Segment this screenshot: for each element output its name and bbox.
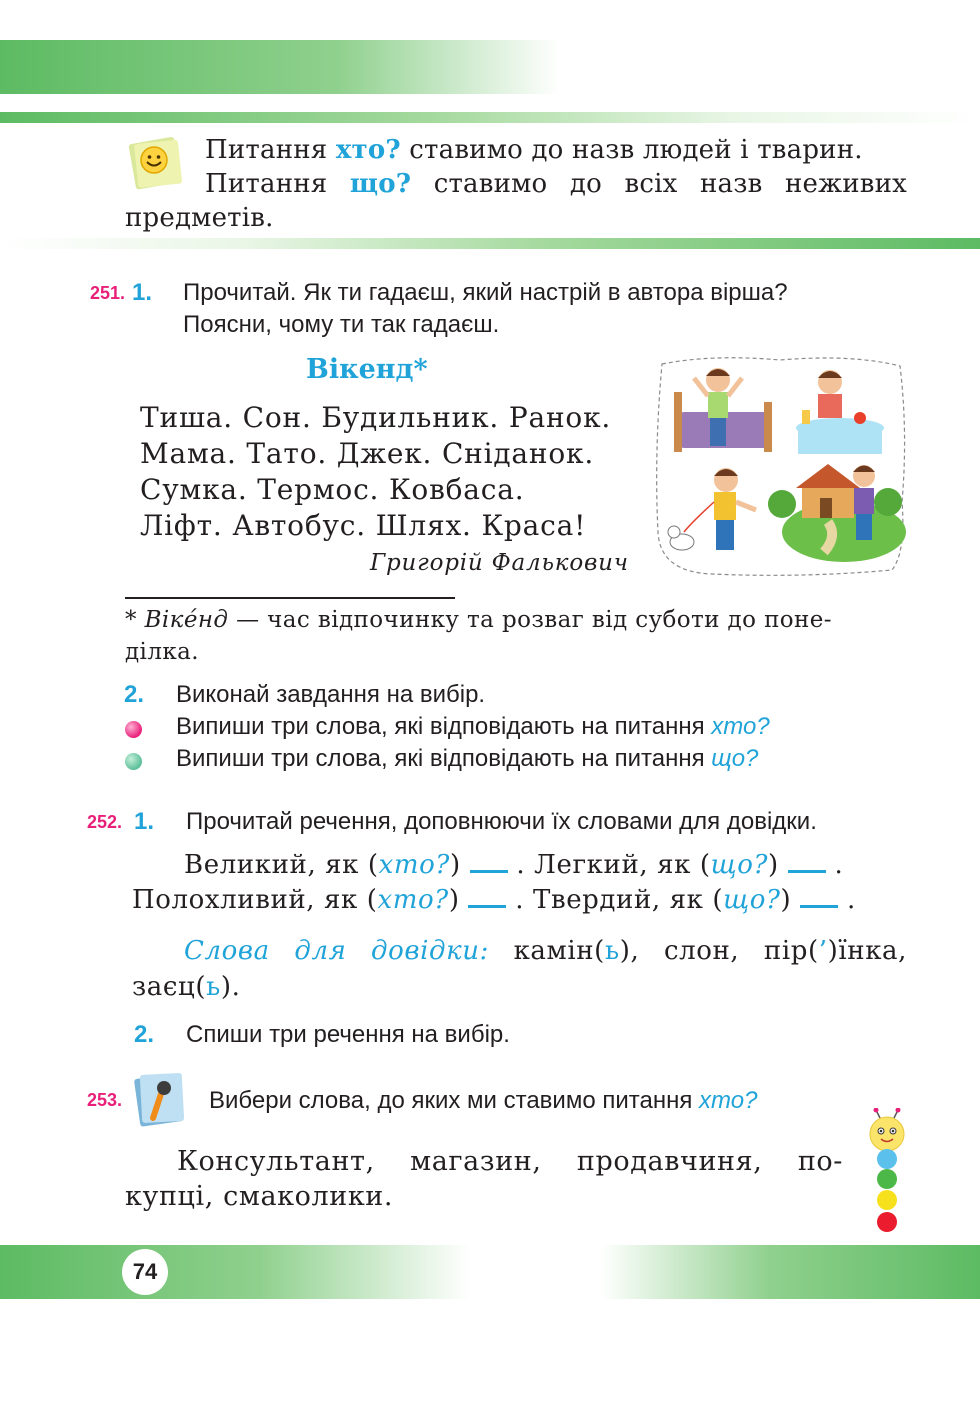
task-2-number: 2. bbox=[124, 681, 145, 708]
rule-divider bbox=[0, 238, 980, 249]
task-1-number: 1. bbox=[134, 808, 155, 835]
option-who-text: Випиши три слова, які відповідають на питання хто? bbox=[176, 713, 770, 740]
page-number: 74 bbox=[122, 1249, 168, 1295]
task-1-number: 1. bbox=[132, 279, 153, 306]
top-divider bbox=[0, 112, 980, 123]
answer-blank bbox=[800, 886, 838, 908]
option-pink-dot bbox=[125, 721, 142, 738]
words-list: Консультант, магазин, продавчиня, по- купці, смаколики. bbox=[125, 1146, 843, 1212]
bottom-green-band-left bbox=[0, 1245, 470, 1299]
reference-label: Слова для довідки: bbox=[184, 936, 489, 966]
poem-author: Григорій Фалькович bbox=[370, 550, 629, 576]
footnote: * Вікéнд — час відпочинку та розваг від суботи до поне- ділка. bbox=[125, 607, 832, 665]
task-1-text: Прочитай речення, доповнюючи їх словами для довідки. bbox=[186, 808, 817, 835]
option-what-text: Випиши три слова, які відповідають на питання що? bbox=[176, 745, 759, 772]
poem-line: Сумка. Термос. Ковбаса. bbox=[140, 473, 525, 506]
microphone-card-icon bbox=[131, 1068, 189, 1130]
question-what: що? bbox=[349, 169, 412, 199]
bottom-green-band-right bbox=[600, 1245, 980, 1299]
option-teal-dot bbox=[125, 753, 142, 770]
question-who: хто? bbox=[335, 135, 401, 165]
task-2-text: Виконай завдання на вибір. bbox=[176, 681, 486, 708]
answer-blank bbox=[788, 851, 826, 873]
answer-blank bbox=[470, 851, 508, 873]
poem-line: Ліфт. Автобус. Шлях. Краса! bbox=[140, 509, 587, 542]
reference-words: Слова для довідки: камін(ь), слон, пір(’)їнка, заєц(ь). bbox=[132, 936, 908, 1002]
exercise-253-number: 253. bbox=[87, 1090, 123, 1110]
exercise-251-number: 251. bbox=[90, 283, 126, 303]
caterpillar-icon bbox=[862, 1108, 912, 1236]
task-2-number: 2. bbox=[134, 1021, 155, 1048]
footnote-separator bbox=[125, 597, 455, 599]
task-text: Вибери слова, до яких ми ставимо питання хто? bbox=[209, 1087, 758, 1114]
rule-text: Питання хто? ставимо до назв людей і тварин. Питання що? ставимо до всіх назв неживих предметів. bbox=[125, 135, 907, 233]
task-2-text: Спиши три речення на вибір. bbox=[186, 1021, 510, 1048]
poem bbox=[140, 400, 611, 544]
poem-line: Мама. Тато. Джек. Сніданок. bbox=[140, 437, 595, 470]
exercise-252-number: 252. bbox=[87, 812, 123, 832]
sentences: Великий, як (хто?) . Легкий, як (що?) . Полохливий, як (хто?) . Твердий, як (що?) . bbox=[132, 850, 856, 915]
weekend-illustration bbox=[652, 352, 908, 578]
answer-blank bbox=[468, 886, 506, 908]
poem-title: Вікенд* bbox=[306, 354, 428, 385]
poem-line: Тиша. Сон. Будильник. Ранок. bbox=[140, 401, 612, 434]
top-green-band bbox=[0, 40, 560, 94]
task-1-text: Прочитай. Як ти гадаєш, який настрій в автора вірша? Поясни, чому ти так гадаєш. bbox=[183, 279, 788, 338]
